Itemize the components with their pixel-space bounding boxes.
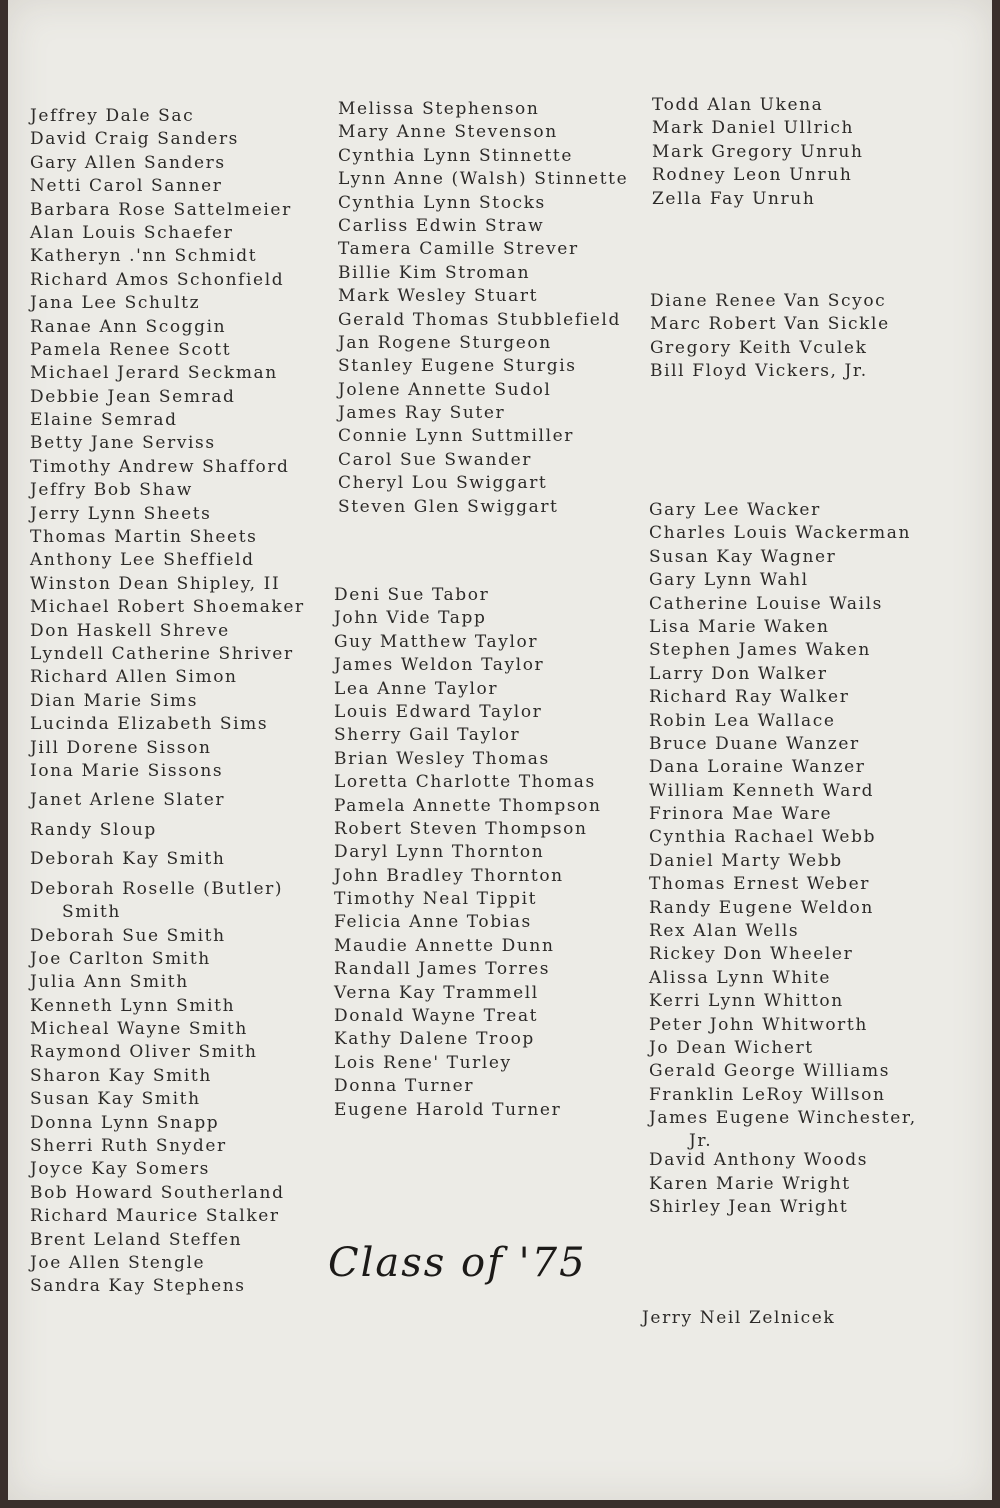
name-entry: Daniel Marty Webb xyxy=(649,850,843,871)
name-entry: Donna Lynn Snapp xyxy=(30,1112,220,1133)
names-column-right-w xyxy=(649,499,959,1219)
name-entry: Betty Jane Serviss xyxy=(30,433,216,454)
name-entry: Bill Floyd Vickers, Jr. xyxy=(650,361,868,382)
name-entry: Richard Ray Walker xyxy=(649,687,850,708)
name-entry: Micheal Wayne Smith xyxy=(30,1019,248,1040)
name-entry: Alissa Lynn White xyxy=(649,967,831,988)
name-entry: Gary Lynn Wahl xyxy=(649,570,809,591)
name-entry: Lisa Marie Waken xyxy=(649,616,830,637)
name-entry: Bruce Duane Wanzer xyxy=(649,733,860,754)
name-continuation: Smith xyxy=(62,901,121,922)
name-entry: Deborah Kay Smith xyxy=(30,849,226,870)
name-entry: Debbie Jean Semrad xyxy=(30,386,236,407)
name-entry: Deborah Sue Smith xyxy=(30,925,226,946)
name-entry: Loretta Charlotte Thomas xyxy=(334,772,596,793)
name-entry: Guy Matthew Taylor xyxy=(334,631,539,652)
name-entry: Joe Allen Stengle xyxy=(30,1252,206,1273)
name-entry: Tamera Camille Strever xyxy=(338,239,579,260)
name-entry: Winston Dean Shipley, II xyxy=(30,573,281,594)
name-entry: Diane Renee Van Scyoc xyxy=(650,291,887,311)
name-entry: Connie Lynn Suttmiller xyxy=(338,426,575,447)
names-column-left xyxy=(30,105,330,1299)
name-entry: Jeffrey Dale Sac xyxy=(30,106,195,126)
names-column-middle-t xyxy=(334,584,644,1122)
name-entry: Randy Eugene Weldon xyxy=(649,897,874,918)
name-continuation: Jr. xyxy=(689,1131,713,1152)
name-entry: Thomas Ernest Weber xyxy=(649,874,871,895)
name-entry: Donna Turner xyxy=(334,1076,475,1097)
name-entry: Karen Marie Wright xyxy=(649,1173,851,1194)
name-entry: Felicia Anne Tobias xyxy=(334,912,532,933)
name-entry: Marc Robert Van Sickle xyxy=(650,314,890,335)
name-entry: Susan Kay Wagner xyxy=(649,546,837,567)
name-entry: Barbara Rose Sattelmeier xyxy=(30,199,292,220)
name-entry-wrapped xyxy=(30,878,330,925)
name-entry: James Weldon Taylor xyxy=(334,655,545,676)
name-entry: Gregory Keith Vculek xyxy=(650,337,868,358)
name-entry: William Kenneth Ward xyxy=(649,780,875,801)
name-entry: Verna Kay Trammell xyxy=(334,982,539,1003)
name-entry: Eugene Harold Turner xyxy=(334,1099,562,1120)
name-entry: Donald Wayne Treat xyxy=(334,1006,539,1027)
names-column-right-v xyxy=(650,290,950,384)
name-entry: Sharon Kay Smith xyxy=(30,1065,212,1086)
name-entry-wrapped xyxy=(649,1107,959,1152)
name-entry: Thomas Martin Sheets xyxy=(30,527,258,548)
name-entry: Rickey Don Wheeler xyxy=(649,944,854,965)
name-entry: Billie Kim Stroman xyxy=(338,262,531,283)
name-entry: Netti Carol Sanner xyxy=(30,176,223,197)
name-entry: Jana Lee Schultz xyxy=(30,293,201,314)
name-entry: James Ray Suter xyxy=(338,403,506,424)
name-line: Deborah Roselle (Butler) xyxy=(30,878,284,899)
name-entry: Carliss Edwin Straw xyxy=(338,215,545,236)
name-entry: Brent Leland Steffen xyxy=(30,1229,243,1250)
name-entry: Charles Louis Wackerman xyxy=(649,523,912,544)
name-entry: Maudie Annette Dunn xyxy=(334,935,555,956)
name-entry: Iona Marie Sissons xyxy=(30,760,224,781)
name-entry: Lea Anne Taylor xyxy=(334,678,499,699)
class-title: Class of '75 xyxy=(328,1240,587,1286)
name-entry: Daryl Lynn Thornton xyxy=(334,842,545,863)
name-entry: Anthony Lee Sheffield xyxy=(30,550,255,571)
name-entry: Kerri Lynn Whitton xyxy=(649,991,844,1012)
name-entry: Jerry Neil Zelnicek xyxy=(642,1308,836,1328)
name-entry: Timothy Andrew Shafford xyxy=(30,456,290,477)
name-entry: Gerald Thomas Stubblefield xyxy=(338,309,621,330)
names-column-right-u xyxy=(652,94,952,211)
name-entry: Jill Dorene Sisson xyxy=(30,737,212,758)
name-entry: Mark Wesley Stuart xyxy=(338,286,539,307)
name-entry: Mark Gregory Unruh xyxy=(652,141,864,162)
name-entry: Lois Rene' Turley xyxy=(334,1052,512,1073)
name-entry: Jolene Annette Sudol xyxy=(338,379,552,400)
name-entry: Sandra Kay Stephens xyxy=(30,1276,246,1297)
name-entry: Julia Ann Smith xyxy=(30,972,189,993)
name-entry: Shirley Jean Wright xyxy=(649,1196,849,1217)
name-entry: Janet Arlene Slater xyxy=(30,790,226,811)
name-entry: David Anthony Woods xyxy=(649,1150,869,1171)
name-entry: Raymond Oliver Smith xyxy=(30,1042,258,1063)
name-entry: Sherry Gail Taylor xyxy=(334,725,521,746)
name-entry: Robert Steven Thompson xyxy=(334,818,588,839)
name-entry: Joyce Kay Somers xyxy=(30,1159,210,1180)
name-entry: Larry Don Walker xyxy=(649,663,828,684)
name-entry: Bob Howard Southerland xyxy=(30,1182,285,1203)
name-entry: Kenneth Lynn Smith xyxy=(30,995,236,1016)
name-entry: Stanley Eugene Sturgis xyxy=(338,356,577,377)
name-entry: Gary Allen Sanders xyxy=(30,152,226,173)
name-entry: Alan Louis Schaefer xyxy=(30,222,234,243)
name-entry: Dian Marie Sims xyxy=(30,690,199,711)
name-entry: Franklin LeRoy Willson xyxy=(649,1084,886,1105)
name-line: James Eugene Winchester, xyxy=(649,1108,917,1129)
name-entry: Rex Alan Wells xyxy=(649,921,800,942)
names-column-middle-s xyxy=(338,98,648,519)
name-entry: David Craig Sanders xyxy=(30,129,240,150)
name-entry: Frinora Mae Ware xyxy=(649,804,833,825)
name-entry: Dana Loraine Wanzer xyxy=(649,757,866,778)
name-entry: Lyndell Catherine Shriver xyxy=(30,643,294,664)
name-entry: Mark Daniel Ullrich xyxy=(652,118,855,139)
name-entry: Susan Kay Smith xyxy=(30,1089,201,1110)
name-entry: Lynn Anne (Walsh) Stinnette xyxy=(338,169,629,190)
name-entry: Michael Jerard Seckman xyxy=(30,363,278,384)
name-entry: Jo Dean Wichert xyxy=(649,1037,814,1058)
name-entry: Kathy Dalene Troop xyxy=(334,1029,535,1050)
name-entry: Timothy Neal Tippit xyxy=(334,889,538,910)
name-entry: Robin Lea Wallace xyxy=(649,710,836,731)
name-entry: Katheryn .'nn Schmidt xyxy=(30,246,258,267)
name-entry: Cynthia Rachael Webb xyxy=(649,827,877,848)
name-entry: Stephen James Waken xyxy=(649,640,871,661)
name-entry: Mary Anne Stevenson xyxy=(338,122,558,143)
name-entry: Randall James Torres xyxy=(334,959,551,980)
name-entry: Catherine Louise Wails xyxy=(649,593,883,614)
name-entry: Cynthia Lynn Stinnette xyxy=(338,145,574,166)
name-entry: Elaine Semrad xyxy=(30,410,178,431)
name-entry: Peter John Whitworth xyxy=(649,1014,868,1035)
name-entry: Richard Allen Simon xyxy=(30,667,238,688)
name-entry: Ranae Ann Scoggin xyxy=(30,316,227,337)
name-entry: Pamela Annette Thompson xyxy=(334,795,602,816)
name-entry: Jerry Lynn Sheets xyxy=(30,503,212,524)
name-entry: Michael Robert Shoemaker xyxy=(30,597,305,618)
name-entry: Deni Sue Tabor xyxy=(334,585,490,605)
name-entry: Carol Sue Swander xyxy=(338,449,532,470)
name-entry: John Vide Tapp xyxy=(334,608,487,629)
name-entry: Richard Amos Schonfield xyxy=(30,269,285,290)
name-entry: Louis Edward Taylor xyxy=(334,701,543,722)
name-entry: Randy Sloup xyxy=(30,819,157,840)
name-entry: Gary Lee Wacker xyxy=(649,500,821,520)
name-entry: Steven Glen Swiggart xyxy=(338,496,559,517)
name-entry: Jeffry Bob Shaw xyxy=(30,480,193,501)
name-entry: Rodney Leon Unruh xyxy=(652,165,853,186)
name-entry: Pamela Renee Scott xyxy=(30,339,232,360)
name-entry: Cheryl Lou Swiggart xyxy=(338,473,548,494)
name-entry: John Bradley Thornton xyxy=(334,865,564,886)
name-entry: Richard Maurice Stalker xyxy=(30,1206,280,1227)
yearbook-page xyxy=(8,0,992,1500)
name-entry: Cynthia Lynn Stocks xyxy=(338,192,546,213)
name-entry: Melissa Stephenson xyxy=(338,99,540,119)
name-entry: Todd Alan Ukena xyxy=(652,95,824,115)
name-entry: Brian Wesley Thomas xyxy=(334,748,550,769)
name-entry: Gerald George Williams xyxy=(649,1061,891,1082)
name-entry: Jan Rogene Sturgeon xyxy=(338,332,552,353)
name-entry: Zella Fay Unruh xyxy=(652,188,816,209)
name-entry: Don Haskell Shreve xyxy=(30,620,230,641)
name-entry: Joe Carlton Smith xyxy=(30,948,211,969)
names-column-right-z xyxy=(642,1307,942,1330)
name-entry: Lucinda Elizabeth Sims xyxy=(30,714,269,735)
name-entry: Sherri Ruth Snyder xyxy=(30,1136,227,1157)
